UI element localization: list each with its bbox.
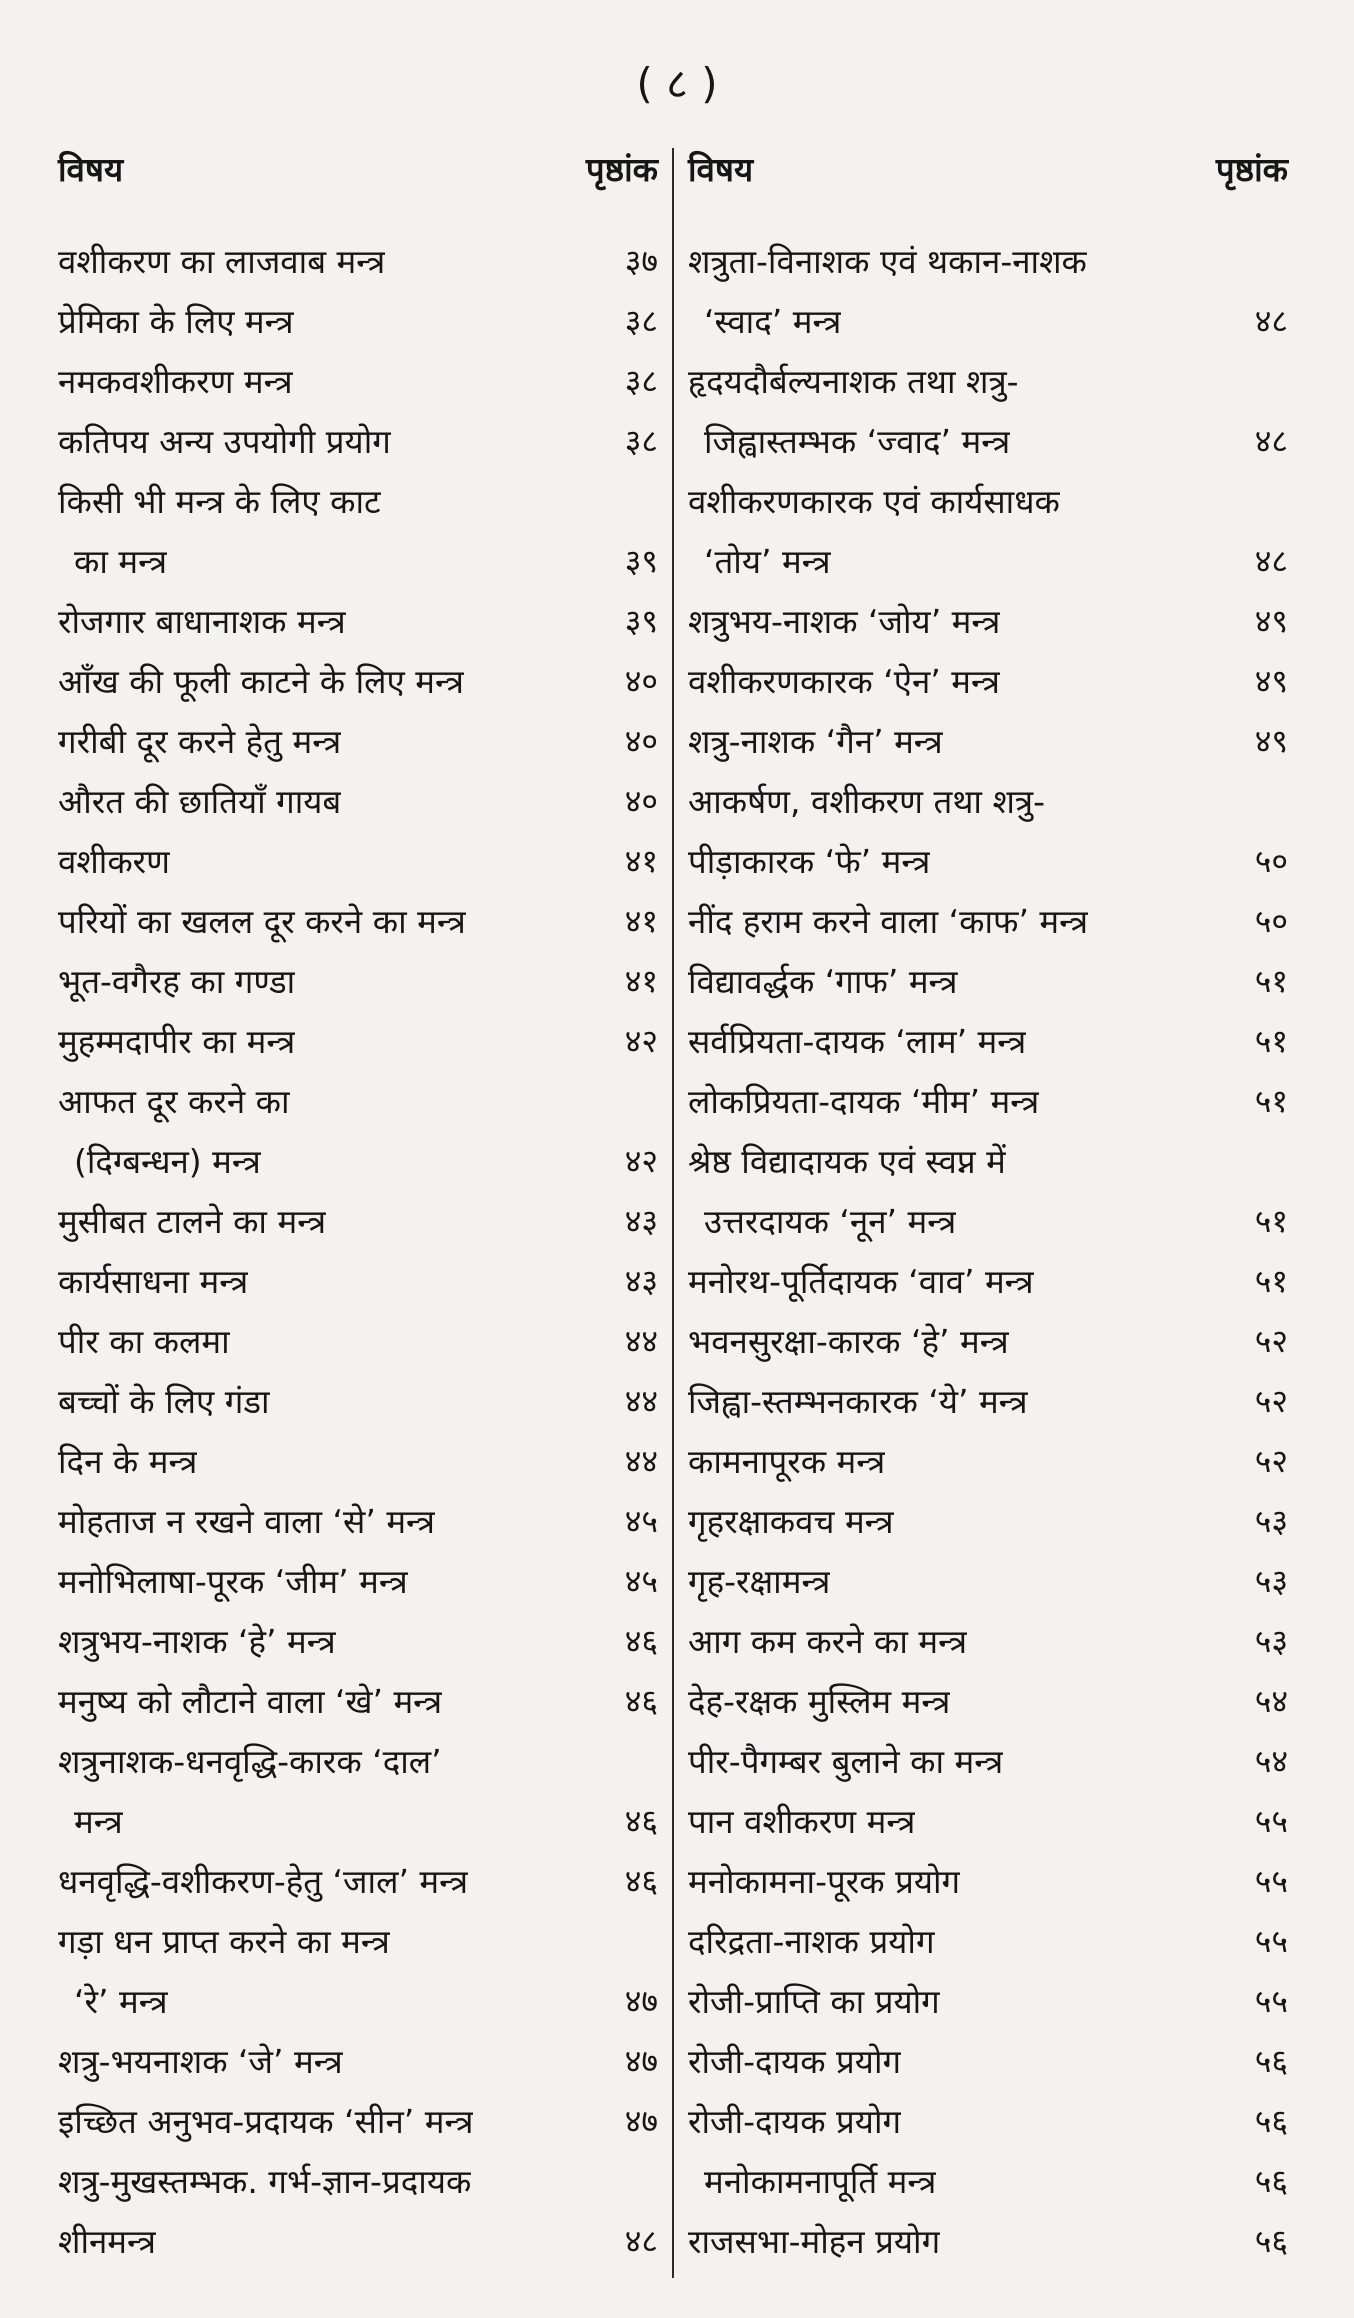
- toc-entry-title: ‘तोय’ मन्त्र: [704, 541, 831, 581]
- toc-entry: [58, 2210, 658, 2270]
- toc-entry-title: इच्छित अनुभव-प्रदायक ‘सीन’ मन्त्र: [58, 2101, 474, 2141]
- toc-entry: [688, 410, 1288, 470]
- toc-entry-title: शीनमन्त्र: [58, 2221, 156, 2261]
- toc-entry-page: ४०: [624, 661, 658, 700]
- toc-entry: [58, 1850, 658, 1910]
- toc-entry-title: दरिद्रता-नाशक प्रयोग: [688, 1921, 935, 1961]
- toc-entry-title: का मन्त्र: [74, 541, 168, 581]
- toc-entry-page: ५०: [1254, 901, 1288, 940]
- toc-entry-page: ४८: [1254, 301, 1288, 340]
- toc-entry: [58, 770, 658, 830]
- toc-entry-title: रोजी-दायक प्रयोग: [688, 2101, 902, 2141]
- toc-entry: [688, 1310, 1288, 1370]
- toc-entry: [688, 2090, 1288, 2150]
- toc-entry-title: पीर-पैगम्बर बुलाने का मन्त्र: [688, 1741, 1004, 1781]
- subject-heading: विषय: [58, 150, 124, 189]
- toc-entry: [58, 350, 658, 410]
- toc-entry-page: ४२: [624, 1141, 658, 1180]
- toc-entry-title: आफत दूर करने का: [58, 1081, 290, 1121]
- toc-entry: [58, 1490, 658, 1550]
- toc-entry-page: ४९: [1254, 721, 1288, 760]
- toc-entry-page: ३८: [624, 421, 658, 460]
- toc-entry-page: ४५: [624, 1501, 658, 1540]
- toc-entry-title: शत्रुभय-नाशक ‘जोय’ मन्त्र: [688, 601, 1001, 641]
- toc-entry-page: ५४: [1254, 1681, 1288, 1720]
- toc-entry-page: ४७: [624, 2041, 658, 2080]
- toc-entry-page: ३९: [624, 541, 658, 580]
- toc-entry: [58, 2030, 658, 2090]
- toc-entry-page: ५०: [1254, 841, 1288, 880]
- toc-entry-title: मनोकामनापूर्ति मन्त्र: [704, 2161, 937, 2201]
- toc-entry: [58, 1070, 658, 1130]
- toc-entry-title: भूत-वगैरह का गण्डा: [58, 961, 296, 1001]
- toc-entry: [688, 710, 1288, 770]
- toc-entry-title: वशीकरण: [58, 841, 171, 881]
- toc-entry: [688, 1790, 1288, 1850]
- toc-entry: [58, 830, 658, 890]
- toc-entry-page: ४३: [624, 1201, 658, 1240]
- toc-entry-title: कतिपय अन्य उपयोगी प्रयोग: [58, 421, 391, 461]
- toc-entry-title: राजसभा-मोहन प्रयोग: [688, 2221, 941, 2261]
- toc-entry: [688, 950, 1288, 1010]
- toc-entry: [58, 1910, 658, 1970]
- toc-entry-title: आग कम करने का मन्त्र: [688, 1621, 968, 1661]
- toc-entry: [688, 230, 1288, 290]
- toc-entry-page: ५१: [1254, 1081, 1288, 1120]
- toc-entry: [58, 1970, 658, 2030]
- toc-left-column: [58, 140, 658, 2270]
- toc-entry-page: ५५: [1254, 1801, 1288, 1840]
- toc-entry-page: ४०: [624, 721, 658, 760]
- toc-entry-page: ५६: [1254, 2161, 1288, 2200]
- toc-entry: [58, 290, 658, 350]
- toc-entry: [688, 1730, 1288, 1790]
- page-heading: पृष्ठांक: [1215, 150, 1288, 189]
- toc-entry-title: पान वशीकरण मन्त्र: [688, 1801, 916, 1841]
- toc-entry: [688, 470, 1288, 530]
- toc-entry-title: हृदयदौर्बल्यनाशक तथा शत्रु-: [688, 361, 1019, 401]
- toc-entry: [58, 2090, 658, 2150]
- toc-entry-title: ‘रे’ मन्त्र: [74, 1981, 168, 2021]
- toc-entry-page: ४६: [624, 1621, 658, 1660]
- toc-entry: [688, 1250, 1288, 1310]
- toc-entry-title: किसी भी मन्त्र के लिए काट: [58, 481, 381, 521]
- toc-entry-page: ५२: [1254, 1441, 1288, 1480]
- toc-entry-title: कार्यसाधना मन्त्र: [58, 1261, 249, 1301]
- toc-entry-page: ४१: [624, 841, 658, 880]
- toc-entry-title: मनुष्य को लौटाने वाला ‘खे’ मन्त्र: [58, 1681, 443, 1721]
- toc-entry: [58, 470, 658, 530]
- toc-entry: [688, 890, 1288, 950]
- toc-entry: [688, 1970, 1288, 2030]
- toc-entry-page: ३८: [624, 361, 658, 400]
- toc-entry: [58, 2150, 658, 2210]
- toc-entry-page: ५६: [1254, 2221, 1288, 2260]
- toc-entry-page: ४७: [624, 1981, 658, 2020]
- page-number: ( ८ ): [636, 59, 718, 108]
- toc-entry-page: ५५: [1254, 1981, 1288, 2020]
- toc-entry-title: (दिग्बन्धन) मन्त्र: [74, 1141, 261, 1181]
- toc-entry-page: ४३: [624, 1261, 658, 1300]
- toc-entry: [58, 1010, 658, 1070]
- toc-entry-page: ५६: [1254, 2101, 1288, 2140]
- toc-entry: [58, 1310, 658, 1370]
- toc-entry-title: कामनापूरक मन्त्र: [688, 1441, 886, 1481]
- toc-entry-page: ४८: [1254, 421, 1288, 460]
- toc-entry-title: आकर्षण, वशीकरण तथा शत्रु-: [688, 781, 1046, 821]
- toc-entry-title: उत्तरदायक ‘नून’ मन्त्र: [704, 1201, 957, 1241]
- toc-entry-page: ५३: [1254, 1621, 1288, 1660]
- toc-entry-title: मुसीबत टालने का मन्त्र: [58, 1201, 327, 1241]
- toc-entry: [688, 1010, 1288, 1070]
- toc-entry-title: रोजगार बाधानाशक मन्त्र: [58, 601, 346, 641]
- toc-entry: [58, 1790, 658, 1850]
- toc-entry: [688, 1430, 1288, 1490]
- toc-entry-page: ५५: [1254, 1861, 1288, 1900]
- toc-entry-page: ४५: [624, 1561, 658, 1600]
- toc-entry-page: ४२: [624, 1021, 658, 1060]
- toc-entry: [58, 1370, 658, 1430]
- toc-header: [58, 140, 658, 200]
- toc-entry: [688, 1550, 1288, 1610]
- toc-entry: [688, 650, 1288, 710]
- toc-entry: [688, 2150, 1288, 2210]
- toc-entry-title: शत्रु-मुखस्तम्भक. गर्भ-ज्ञान-प्रदायक: [58, 2161, 472, 2201]
- toc-entry-page: ३७: [624, 241, 658, 280]
- toc-entry: [688, 2030, 1288, 2090]
- toc-entry-title: जिह्वास्तम्भक ‘ज्वाद’ मन्त्र: [704, 421, 1011, 461]
- toc-entry: [58, 950, 658, 1010]
- toc-entry-page: ४८: [624, 2221, 658, 2260]
- toc-entry-title: मन्त्र: [74, 1801, 123, 1841]
- toc-entry-page: ५५: [1254, 1921, 1288, 1960]
- toc-entry: [688, 1610, 1288, 1670]
- toc-entry-title: प्रेमिका के लिए मन्त्र: [58, 301, 294, 341]
- toc-header: [688, 140, 1288, 200]
- toc-entry: [688, 350, 1288, 410]
- toc-entry-page: ४१: [624, 901, 658, 940]
- toc-entry: [58, 1670, 658, 1730]
- toc-entry-title: गृह-रक्षामन्त्र: [688, 1561, 831, 1601]
- toc-entry: [688, 530, 1288, 590]
- toc-entry-title: शत्रु-नाशक ‘गैन’ मन्त्र: [688, 721, 943, 761]
- toc-entry-title: गृहरक्षाकवच मन्त्र: [688, 1501, 894, 1541]
- toc-entry-title: देह-रक्षक मुस्लिम मन्त्र: [688, 1681, 951, 1721]
- toc-entry-page: ४७: [624, 2101, 658, 2140]
- toc-entry: [58, 1430, 658, 1490]
- toc-entry-title: शत्रुनाशक-धनवृद्धि-कारक ‘दाल’: [58, 1741, 442, 1781]
- toc-entry-title: गड़ा धन प्राप्त करने का मन्त्र: [58, 1921, 390, 1961]
- toc-entry: [688, 1370, 1288, 1430]
- toc-entry-title: औरत की छातियाँ गायब: [58, 781, 342, 821]
- toc-entry-title: शत्रुता-विनाशक एवं थकान-नाशक: [688, 241, 1087, 281]
- toc-entry: [58, 1130, 658, 1190]
- toc-entry-page: ५३: [1254, 1501, 1288, 1540]
- toc-entry-page: ४९: [1254, 661, 1288, 700]
- toc-entry-page: ४०: [624, 781, 658, 820]
- toc-entry-page: ४६: [624, 1801, 658, 1840]
- toc-entry: [58, 1250, 658, 1310]
- toc-entry-title: मनोरथ-पूर्तिदायक ‘वाव’ मन्त्र: [688, 1261, 1034, 1301]
- subject-heading: विषय: [688, 150, 754, 189]
- toc-entry-title: लोकप्रियता-दायक ‘मीम’ मन्त्र: [688, 1081, 1040, 1121]
- toc-entry-title: गरीबी दूर करने हेतु मन्त्र: [58, 721, 342, 761]
- toc-entry-page: ४६: [624, 1861, 658, 1900]
- toc-entry: [688, 1910, 1288, 1970]
- toc-entry: [58, 890, 658, 950]
- toc-entry-title: नमकवशीकरण मन्त्र: [58, 361, 293, 401]
- toc-entry-page: ५१: [1254, 961, 1288, 1000]
- toc-entry-page: ५२: [1254, 1381, 1288, 1420]
- toc-entry-title: सर्वप्रियता-दायक ‘लाम’ मन्त्र: [688, 1021, 1027, 1061]
- toc-entry-title: नींद हराम करने वाला ‘काफ’ मन्त्र: [688, 901, 1089, 941]
- toc-entry: [688, 1850, 1288, 1910]
- toc-entry-page: ५१: [1254, 1201, 1288, 1240]
- toc-entry: [688, 1670, 1288, 1730]
- toc-entry-page: ५६: [1254, 2041, 1288, 2080]
- toc-entry-page: ४१: [624, 961, 658, 1000]
- toc-entry-title: वशीकरणकारक ‘ऐन’ मन्त्र: [688, 661, 1000, 701]
- toc-entry-page: ४९: [1254, 601, 1288, 640]
- toc-entry-page: ४६: [624, 1681, 658, 1720]
- toc-entry-title: परियों का खलल दूर करने का मन्त्र: [58, 901, 466, 941]
- toc-entry: [58, 410, 658, 470]
- toc-entry-title: मनोकामना-पूरक प्रयोग: [688, 1861, 961, 1901]
- toc-entry-title: जिह्वा-स्तम्भनकारक ‘ये’ मन्त्र: [688, 1381, 1028, 1421]
- toc-entry: [58, 710, 658, 770]
- toc-entry: [58, 1190, 658, 1250]
- toc-entry-title: वशीकरण का लाजवाब मन्त्र: [58, 241, 386, 281]
- toc-entry-page: ५३: [1254, 1561, 1288, 1600]
- toc-entry-title: मुहम्मदापीर का मन्त्र: [58, 1021, 296, 1061]
- toc-entry-page: ४८: [1254, 541, 1288, 580]
- toc-entry: [688, 290, 1288, 350]
- toc-entry-page: ३९: [624, 601, 658, 640]
- page-heading: पृष्ठांक: [585, 150, 658, 189]
- toc-entry-title: बच्चों के लिए गंडा: [58, 1381, 270, 1421]
- toc-entry: [688, 1490, 1288, 1550]
- toc-entry-title: धनवृद्धि-वशीकरण-हेतु ‘जाल’ मन्त्र: [58, 1861, 469, 1901]
- toc-entry: [688, 1070, 1288, 1130]
- toc-entry-title: विद्यावर्द्धक ‘गाफ’ मन्त्र: [688, 961, 958, 1001]
- toc-entry-title: भवनसुरक्षा-कारक ‘हे’ मन्त्र: [688, 1321, 1009, 1361]
- toc-entry-title: पीड़ाकारक ‘फे’ मन्त्र: [688, 841, 931, 881]
- toc-entry-page: ४४: [624, 1321, 658, 1360]
- toc-entry: [58, 590, 658, 650]
- toc-entry-page: ४४: [624, 1441, 658, 1480]
- toc-list: [58, 230, 658, 2270]
- toc-entry-title: रोजी-प्राप्ति का प्रयोग: [688, 1981, 940, 2021]
- toc-entry-title: आँख की फूली काटने के लिए मन्त्र: [58, 661, 464, 701]
- toc-entry: [688, 1130, 1288, 1190]
- toc-entry-title: शत्रुभय-नाशक ‘हे’ मन्त्र: [58, 1621, 336, 1661]
- toc-entry: [58, 1550, 658, 1610]
- toc-entry-page: ५१: [1254, 1021, 1288, 1060]
- toc-entry-page: ५४: [1254, 1741, 1288, 1780]
- toc-entry: [688, 590, 1288, 650]
- toc-entry-page: ५१: [1254, 1261, 1288, 1300]
- toc-entry: [58, 1610, 658, 1670]
- toc-entry: [58, 1730, 658, 1790]
- toc-entry: [688, 2210, 1288, 2270]
- toc-entry-title: ‘स्वाद’ मन्त्र: [704, 301, 842, 341]
- toc-entry: [58, 650, 658, 710]
- toc-right-column: [688, 140, 1288, 2270]
- toc-entry: [58, 530, 658, 590]
- toc-entry-title: दिन के मन्त्र: [58, 1441, 198, 1481]
- toc-list: [688, 230, 1288, 2270]
- toc-entry-title: रोजी-दायक प्रयोग: [688, 2041, 902, 2081]
- toc-entry-title: मनोभिलाषा-पूरक ‘जीम’ मन्त्र: [58, 1561, 408, 1601]
- column-divider: [672, 148, 674, 2278]
- toc-entry: [688, 770, 1288, 830]
- toc-entry-title: पीर का कलमा: [58, 1321, 230, 1361]
- toc-entry-title: शत्रु-भयनाशक ‘जे’ मन्त्र: [58, 2041, 343, 2081]
- toc-entry: [688, 1190, 1288, 1250]
- toc-entry: [688, 830, 1288, 890]
- toc-entry: [58, 230, 658, 290]
- toc-entry-page: ३८: [624, 301, 658, 340]
- toc-entry-title: श्रेष्ठ विद्यादायक एवं स्वप्न में: [688, 1141, 1006, 1181]
- toc-entry-title: मोहताज न रखने वाला ‘से’ मन्त्र: [58, 1501, 435, 1541]
- toc-entry-page: ५२: [1254, 1321, 1288, 1360]
- toc-entry-page: ४४: [624, 1381, 658, 1420]
- toc-entry-title: वशीकरणकारक एवं कार्यसाधक: [688, 481, 1060, 521]
